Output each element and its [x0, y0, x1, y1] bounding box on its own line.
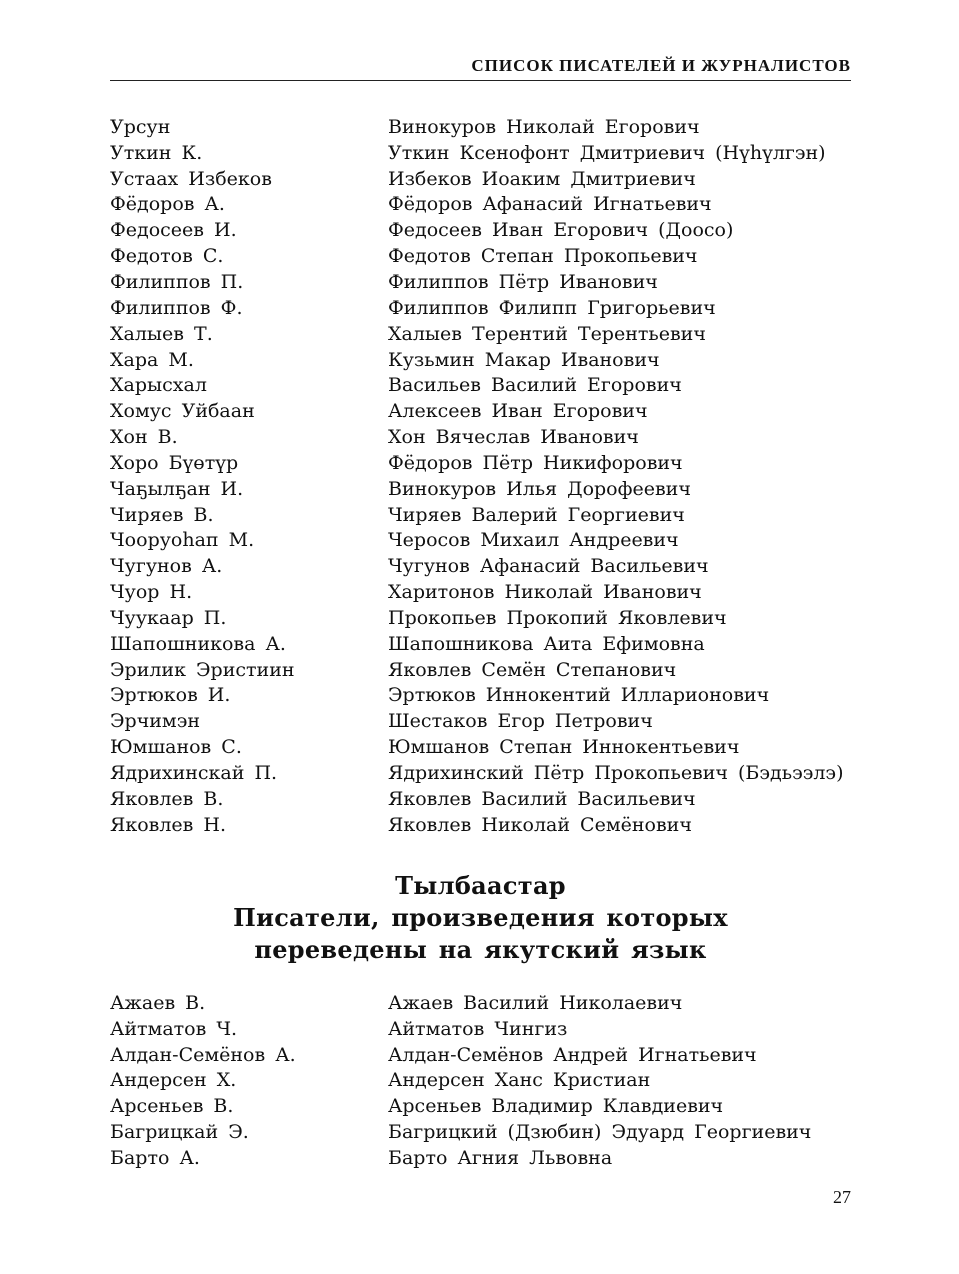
- list-item: [110, 243, 850, 269]
- full-name: Харитонов Николай Иванович: [388, 581, 702, 604]
- full-name: Халыев Терентий Терентьевич: [388, 322, 706, 345]
- list-item: [110, 631, 850, 657]
- list-item: [110, 476, 850, 502]
- list-item: [110, 1093, 850, 1119]
- section-title-line-1: Тылбаастар: [395, 871, 566, 900]
- section-title-line-2: Писатели, произведения которых: [233, 903, 728, 932]
- list-item: [110, 502, 850, 528]
- header-rule: [110, 80, 851, 81]
- list-item: [110, 1068, 850, 1094]
- list-item: [110, 579, 850, 605]
- list-item: [110, 398, 850, 424]
- pseudonym: Арсеньев В.: [110, 1095, 234, 1118]
- list-item: [110, 734, 850, 760]
- full-name: Ядрихинский Пётр Прокопьевич (Бэдьээлэ): [388, 762, 844, 785]
- pseudonym: Эрчимэн: [110, 710, 201, 733]
- pseudonym: Халыев Т.: [110, 322, 213, 345]
- full-name: Багрицкий (Дзюбин) Эдуард Георгиевич: [388, 1121, 812, 1144]
- pseudonym: Федотов С.: [110, 245, 224, 268]
- list-item: [110, 1042, 850, 1068]
- pseudonym: Федосеев И.: [110, 219, 237, 242]
- pseudonym: Фёдоров А.: [110, 193, 225, 216]
- pseudonym: Уткин К.: [110, 141, 203, 164]
- pseudonym: Андерсен Х.: [110, 1069, 237, 1092]
- full-name: Яковлев Василий Васильевич: [388, 787, 696, 810]
- full-name: Винокуров Николай Егорович: [388, 115, 700, 138]
- full-name: Алексеев Иван Егорович: [388, 400, 648, 423]
- writers-list: [110, 114, 850, 838]
- full-name: Юмшанов Степан Иннокентьевич: [388, 736, 740, 759]
- full-name: Кузьмин Макар Иванович: [388, 348, 660, 371]
- full-name: Барто Агния Львовна: [388, 1146, 613, 1169]
- list-item: [110, 605, 850, 631]
- pseudonym: Чуукаар П.: [110, 606, 227, 629]
- full-name: Айтматов Чингиз: [388, 1017, 568, 1040]
- list-item: [110, 192, 850, 218]
- list-item: [110, 450, 850, 476]
- list-item: [110, 1119, 850, 1145]
- list-item: [110, 528, 850, 554]
- pseudonym: Айтматов Ч.: [110, 1017, 238, 1040]
- full-name: Чугунов Афанасий Васильевич: [388, 555, 709, 578]
- pseudonym: Чиряев В.: [110, 503, 214, 526]
- pseudonym: Урсун: [110, 115, 171, 138]
- list-item: [110, 708, 850, 734]
- full-name: Шапошникова Аита Ефимовна: [388, 632, 705, 655]
- full-name: Прокопьев Прокопий Яковлевич: [388, 606, 727, 629]
- running-head-title: СПИСОК ПИСАТЕЛЕЙ И ЖУРНАЛИСТОВ: [471, 56, 851, 75]
- full-name: Филиппов Пётр Иванович: [388, 270, 658, 293]
- pseudonym: Барто А.: [110, 1146, 200, 1169]
- full-name: Избеков Иоаким Дмитриевич: [388, 167, 696, 190]
- translated-writers-list: [110, 990, 850, 1171]
- list-item: [110, 372, 850, 398]
- list-item: [110, 683, 850, 709]
- full-name: Яковлев Семён Степанович: [388, 658, 677, 681]
- pseudonym: Чооруоһап М.: [110, 529, 255, 552]
- pseudonym: Чугунов А.: [110, 555, 223, 578]
- full-name: Шестаков Егор Петрович: [388, 710, 653, 733]
- page-number: 27: [833, 1187, 851, 1207]
- full-name: Яковлев Николай Семёнович: [388, 813, 692, 836]
- pseudonym: Яковлев Н.: [110, 813, 227, 836]
- full-name: Черосов Михаил Андреевич: [388, 529, 679, 552]
- full-name: Хон Вячеслав Иванович: [388, 426, 639, 449]
- full-name: Андерсен Ханс Кристиан: [388, 1069, 651, 1092]
- list-item: [110, 1145, 850, 1171]
- pseudonym: Хоро Бүөтүр: [110, 451, 239, 474]
- pseudonym: Хара М.: [110, 348, 194, 371]
- pseudonym: Ядрихинскай П.: [110, 762, 278, 785]
- pseudonym: Эрилик Эристиин: [110, 658, 295, 681]
- list-item: [110, 321, 850, 347]
- pseudonym: Чаҕылҕан И.: [110, 477, 244, 500]
- full-name: Фёдоров Афанасий Игнатьевич: [388, 193, 712, 216]
- full-name: Федосеев Иван Егорович (Доосо): [388, 219, 734, 242]
- list-item: [110, 140, 850, 166]
- pseudonym: Алдан-Семёнов А.: [110, 1043, 296, 1066]
- full-name: Васильев Василий Егорович: [388, 374, 682, 397]
- full-name: Уткин Ксенофонт Дмитриевич (Нүһүлгэн): [388, 141, 826, 164]
- full-name: Эртюков Иннокентий Илларионович: [388, 684, 770, 707]
- pseudonym: Устаах Избеков: [110, 167, 272, 190]
- pseudonym: Багрицкай Э.: [110, 1121, 249, 1144]
- list-item: [110, 786, 850, 812]
- list-item: [110, 295, 850, 321]
- list-item: [110, 166, 850, 192]
- list-item: [110, 657, 850, 683]
- full-name: Чиряев Валерий Георгиевич: [388, 503, 685, 526]
- pseudonym: Хомус Уйбаан: [110, 400, 255, 423]
- list-item: [110, 760, 850, 786]
- list-item: [110, 990, 850, 1016]
- section-heading: [110, 870, 851, 966]
- list-item: [110, 114, 850, 140]
- full-name: Алдан-Семёнов Андрей Игнатьевич: [388, 1043, 757, 1066]
- full-name: Фёдоров Пётр Никифорович: [388, 451, 683, 474]
- list-item: [110, 1016, 850, 1042]
- pseudonym: Харысхал: [110, 374, 207, 397]
- pseudonym: Яковлев В.: [110, 787, 224, 810]
- list-item: [110, 347, 850, 373]
- section-title-line-3: переведены на якутский язык: [254, 935, 707, 964]
- full-name: Филиппов Филипп Григорьевич: [388, 296, 716, 319]
- pseudonym: Юмшанов С.: [110, 736, 242, 759]
- pseudonym: Чуор Н.: [110, 581, 193, 604]
- full-name: Федотов Степан Прокопьевич: [388, 245, 698, 268]
- pseudonym: Эртюков И.: [110, 684, 231, 707]
- pseudonym: Шапошникова А.: [110, 632, 286, 655]
- list-item: [110, 424, 850, 450]
- list-item: [110, 812, 850, 838]
- pseudonym: Филиппов Ф.: [110, 296, 243, 319]
- pseudonym: Филиппов П.: [110, 270, 244, 293]
- full-name: Арсеньев Владимир Клавдиевич: [388, 1095, 724, 1118]
- full-name: Винокуров Илья Дорофеевич: [388, 477, 691, 500]
- full-name: Ажаев Василий Николаевич: [388, 991, 683, 1014]
- pseudonym: Хон В.: [110, 426, 178, 449]
- pseudonym: Ажаев В.: [110, 991, 206, 1014]
- list-item: [110, 553, 850, 579]
- list-item: [110, 217, 850, 243]
- list-item: [110, 269, 850, 295]
